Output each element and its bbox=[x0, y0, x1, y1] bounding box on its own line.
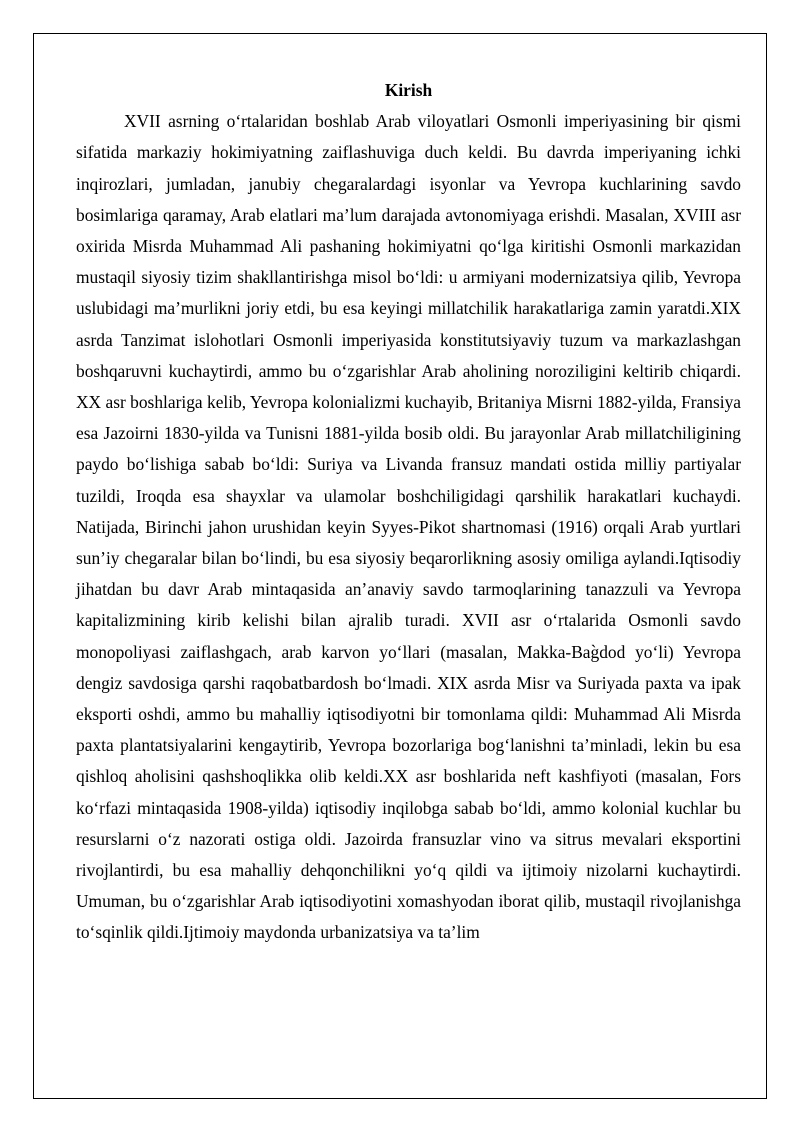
document-title: Kirish bbox=[384, 80, 433, 100]
paragraph: XVII asrning o‘rtalaridan boshlab Arab viloyatlari Osmonli imperiyasining bir qismi sifatida markaziy hokimiyatning zaiflashuviga duch keldi. Bu davrda imperiyaning ichki inqirozlari, jumladan, janubiy chegaralardagi isyonlar va Yevropa kuchlarining savdo bosimlariga qaramay, Arab elatlari ma’lum darajada avtonomiyaga erishdi. Masalan, XVIII asr oxirida Misrda Muhammad Ali pashaning hokimiyatni qo‘lga kiritishi Osmonli markazidan mustaqil siyosiy tizim shakllantirishga misol bo‘ldi: u armiyani modernizatsiya qilib, Yevropa uslubidagi ma’murlikni joriy etdi, bu esa keyingi millatchilik harakatlariga zamin yaratdi.XIX asrda Tanzimat islohotlari Osmonli imperiyasida konstitutsiyaviy tuzum va markazlashgan boshqaruvni kuchaytirdi, ammo bu o‘zgarishlar Arab aholining noroziligini keltirib chiqardi. XX asr boshlariga kelib, Yevropa kolonializmi kuchayib, Britaniya Misrni 1882-yilda, Fransiya esa Jazoirni 1830-yilda va Tunisni 1881-yilda bosib oldi. Bu jarayonlar Arab millatchiligining paydo bo‘lishiga sabab bo‘ldi: Suriya va Livanda fransuz mandati ostida milliy partiyalar tuzildi, Iroqda esa shayxlar va ulamolar boshchiligidagi qarshilik harakatlari kuchaydi. Natijada, Birinchi jahon urushidan keyin Syyes-Pikot shartnomasi (1916) orqali Arab yurtlari sun’iy chegaralar bilan bo‘lindi, bu esa siyosiy beqarorlikning asosiy omiliga aylandi.Iqtisodiy jihatdan bu davr Arab mintaqasida an’anaviy savdo tarmoqlarining tanazzuli va Yevropa kapitalizmining kirib kelishi bilan ajralib turadi. XVII asr o‘rtalarida Osmonli savdo monopoliyasi zaiflashgach, arab karvon yo‘llari (masalan, Makka-Bag̀dod yo‘li) Yevropa dengiz savdosiga qarshi raqobatbardosh bo‘lmadi. XIX asrda Misr va Suriyada paxta va ipak eksporti oshdi, ammo bu mahalliy iqtisodiyotni bir tomonlama qildi: Muhammad Ali Misrda paxta plantatsiyalarini kengaytirib, Yevropa bozorlariga bog‘lanishni ta’minladi, lekin bu esa qishloq aholisini qashshoqlikka olib keldi.XX asr boshlarida neft kashfiyoti (masalan, Fors ko‘rfazi mintaqasida 1908-yilda) iqtisodiy inqilobga sabab bo‘ldi, ammo kolonial kuchlar bu resurslarni o‘z nazorati ostiga oldi. Jazoirda fransuzlar vino va sitrus mevalari eksportini rivojlantirdi, bu esa mahalliy dehqonchilikni yo‘q qildi va ijtimoiy nizolarni kuchaytirdi. Umuman, bu o‘zgarishlar Arab iqtisodiyotini xomashyodan iborat qilib, mustaqil rivojlanishga to‘sqinlik qildi.Ijtimoiy maydonda urbanizatsiya va ta’lim bbox=[76, 111, 741, 943]
document-body bbox=[76, 75, 741, 949]
